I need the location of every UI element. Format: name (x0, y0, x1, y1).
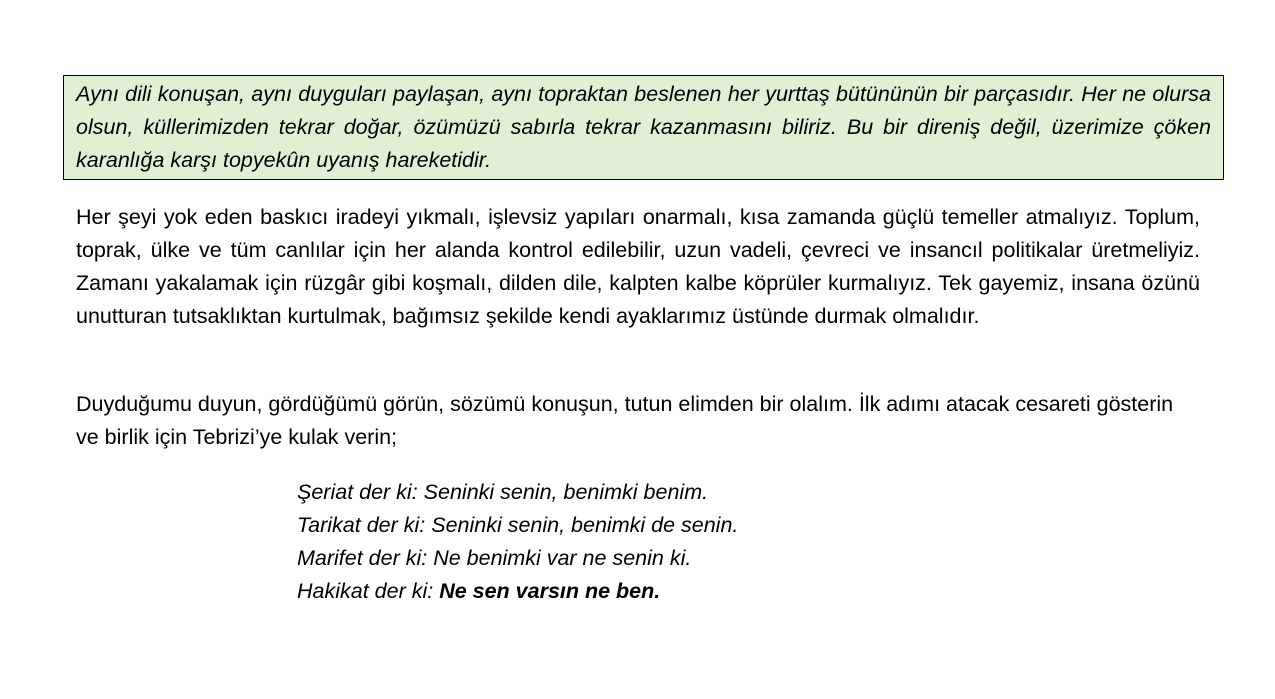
poem-line-4-prefix: Hakikat der ki: (297, 579, 440, 603)
poem-line-4-emphasis: Ne sen varsın ne ben. (439, 579, 661, 603)
poem-block (297, 476, 738, 608)
poem-line-2: Tarikat der ki: Seninki senin, benimki de senin. (297, 513, 739, 537)
quote-text: Aynı dili konuşan, aynı duyguları paylaşan, aynı topraktan beslenen her yurttaş bütününün bir parçasıdır. Her ne olursa olsun, küllerimizden tekrar doğar, özümüzü sabırla tekrar kazanmasını biliriz. Bu bir direniş değil, üzerimize çöken karanlığa karşı topyekûn uyanış hareketidir. (76, 82, 1211, 172)
body-paragraph-1: Her şeyi yok eden baskıcı iradeyi yıkmalı, işlevsiz yapıları onarmalı, kısa zamanda güçlü temeller atmalıyız. Toplum, toprak, ülke ve tüm canlılar için her alanda kontrol edilebilir, uzun vadeli, çevreci ve insancıl politikalar üretmeliyiz. Zamanı yakalamak için rüzgâr gibi koşmalı, dilden dile, kalpten kalbe köprüler kurmalıyız. Tek gayemiz, insana özünü unutturan tutsaklıktan kurtulmak, bağımsız şekilde kendi ayaklarımız üstünde durmak olmalıdır. (76, 205, 1200, 328)
poem-line-1: Şeriat der ki: Seninki senin, benimki benim. (297, 480, 709, 504)
poem-line-4 (297, 575, 738, 608)
body-paragraph-2: Duyduğumu duyun, gördüğümü görün, sözümü konuşun, tutun elimden bir olalım. İlk adımı atacak cesareti gösterin ve birlik için Tebrizi’ye kulak verin; (76, 392, 1174, 449)
poem-line-3: Marifet der ki: Ne benimki var ne senin ki. (297, 546, 692, 570)
highlighted-quote-box (63, 75, 1224, 180)
